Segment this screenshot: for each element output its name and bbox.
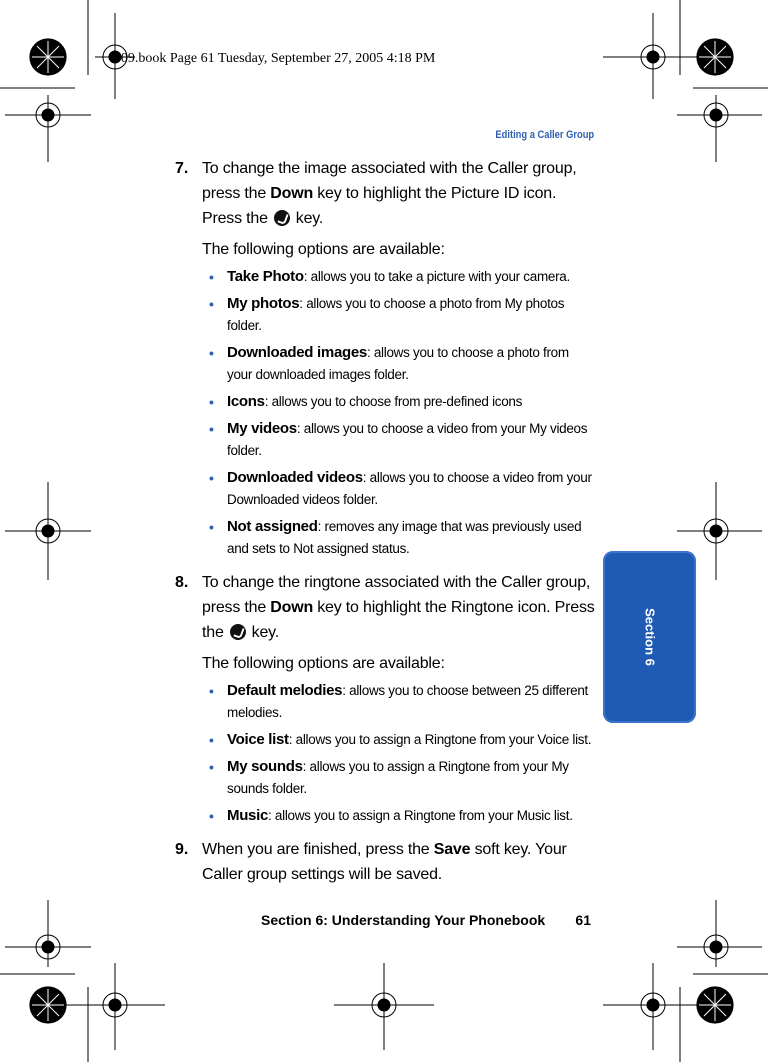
step-8 [175, 570, 595, 827]
section-tab-label: Section 6 [642, 608, 657, 666]
list-item: • Downloaded videos: allows you to choose a video from your Downloaded videos folder. [209, 469, 592, 507]
step-text: When you are finished, press the Save soft key. Your Caller group settings will be saved. [202, 841, 567, 883]
page-footer [261, 912, 591, 928]
list-item: • My photos: allows you to choose a photo from My photos folder. [209, 295, 565, 333]
list-item: • Take Photo: allows you to take a picture with your camera. [209, 268, 570, 285]
print-header-line: t809.book Page 61 Tuesday, September 27, 2005 4:18 PM [110, 51, 436, 66]
menu-key-icon [274, 210, 290, 226]
list-item: • Default melodies: allows you to choose between 25 different melodies. [209, 682, 589, 720]
step-text: To change the image associated with the Caller group, press the Down key to highlight the Picture ID icon. Press the key. [202, 160, 577, 227]
list-item: • Downloaded images: allows you to choose a photo from your downloaded images folder. [209, 344, 569, 382]
list-item: • Voice list: allows you to assign a Ringtone from your Voice list. [209, 731, 592, 748]
options-list [202, 266, 595, 560]
options-intro: The following options are available: [202, 655, 445, 672]
running-head: Editing a Caller Group [495, 129, 594, 141]
step-number: 9. [175, 841, 189, 858]
options-intro: The following options are available: [202, 241, 445, 258]
step-text: To change the ringtone associated with the Caller group, press the Down key to highlight the Ringtone icon. Press the key. [202, 574, 595, 641]
step-number: 8. [175, 574, 189, 591]
list-item: • Music: allows you to assign a Ringtone from your Music list. [209, 807, 573, 824]
step-7 [175, 156, 595, 560]
list-item: • Icons: allows you to choose from pre-defined icons [209, 393, 523, 410]
options-list [202, 680, 595, 827]
step-9 [175, 837, 595, 887]
list-item: • Not assigned: removes any image that was previously used and sets to Not assigned status. [209, 518, 582, 556]
section-tab [603, 551, 696, 723]
menu-key-icon [230, 624, 246, 640]
footer-title: Section 6: Understanding Your Phonebook [261, 912, 546, 928]
step-number: 7. [175, 160, 189, 177]
list-item: • My sounds: allows you to assign a Ringtone from your My sounds folder. [209, 758, 569, 796]
page-number: 61 [575, 912, 591, 928]
page-content [175, 156, 595, 897]
list-item: • My videos: allows you to choose a video from your My videos folder. [209, 420, 588, 458]
